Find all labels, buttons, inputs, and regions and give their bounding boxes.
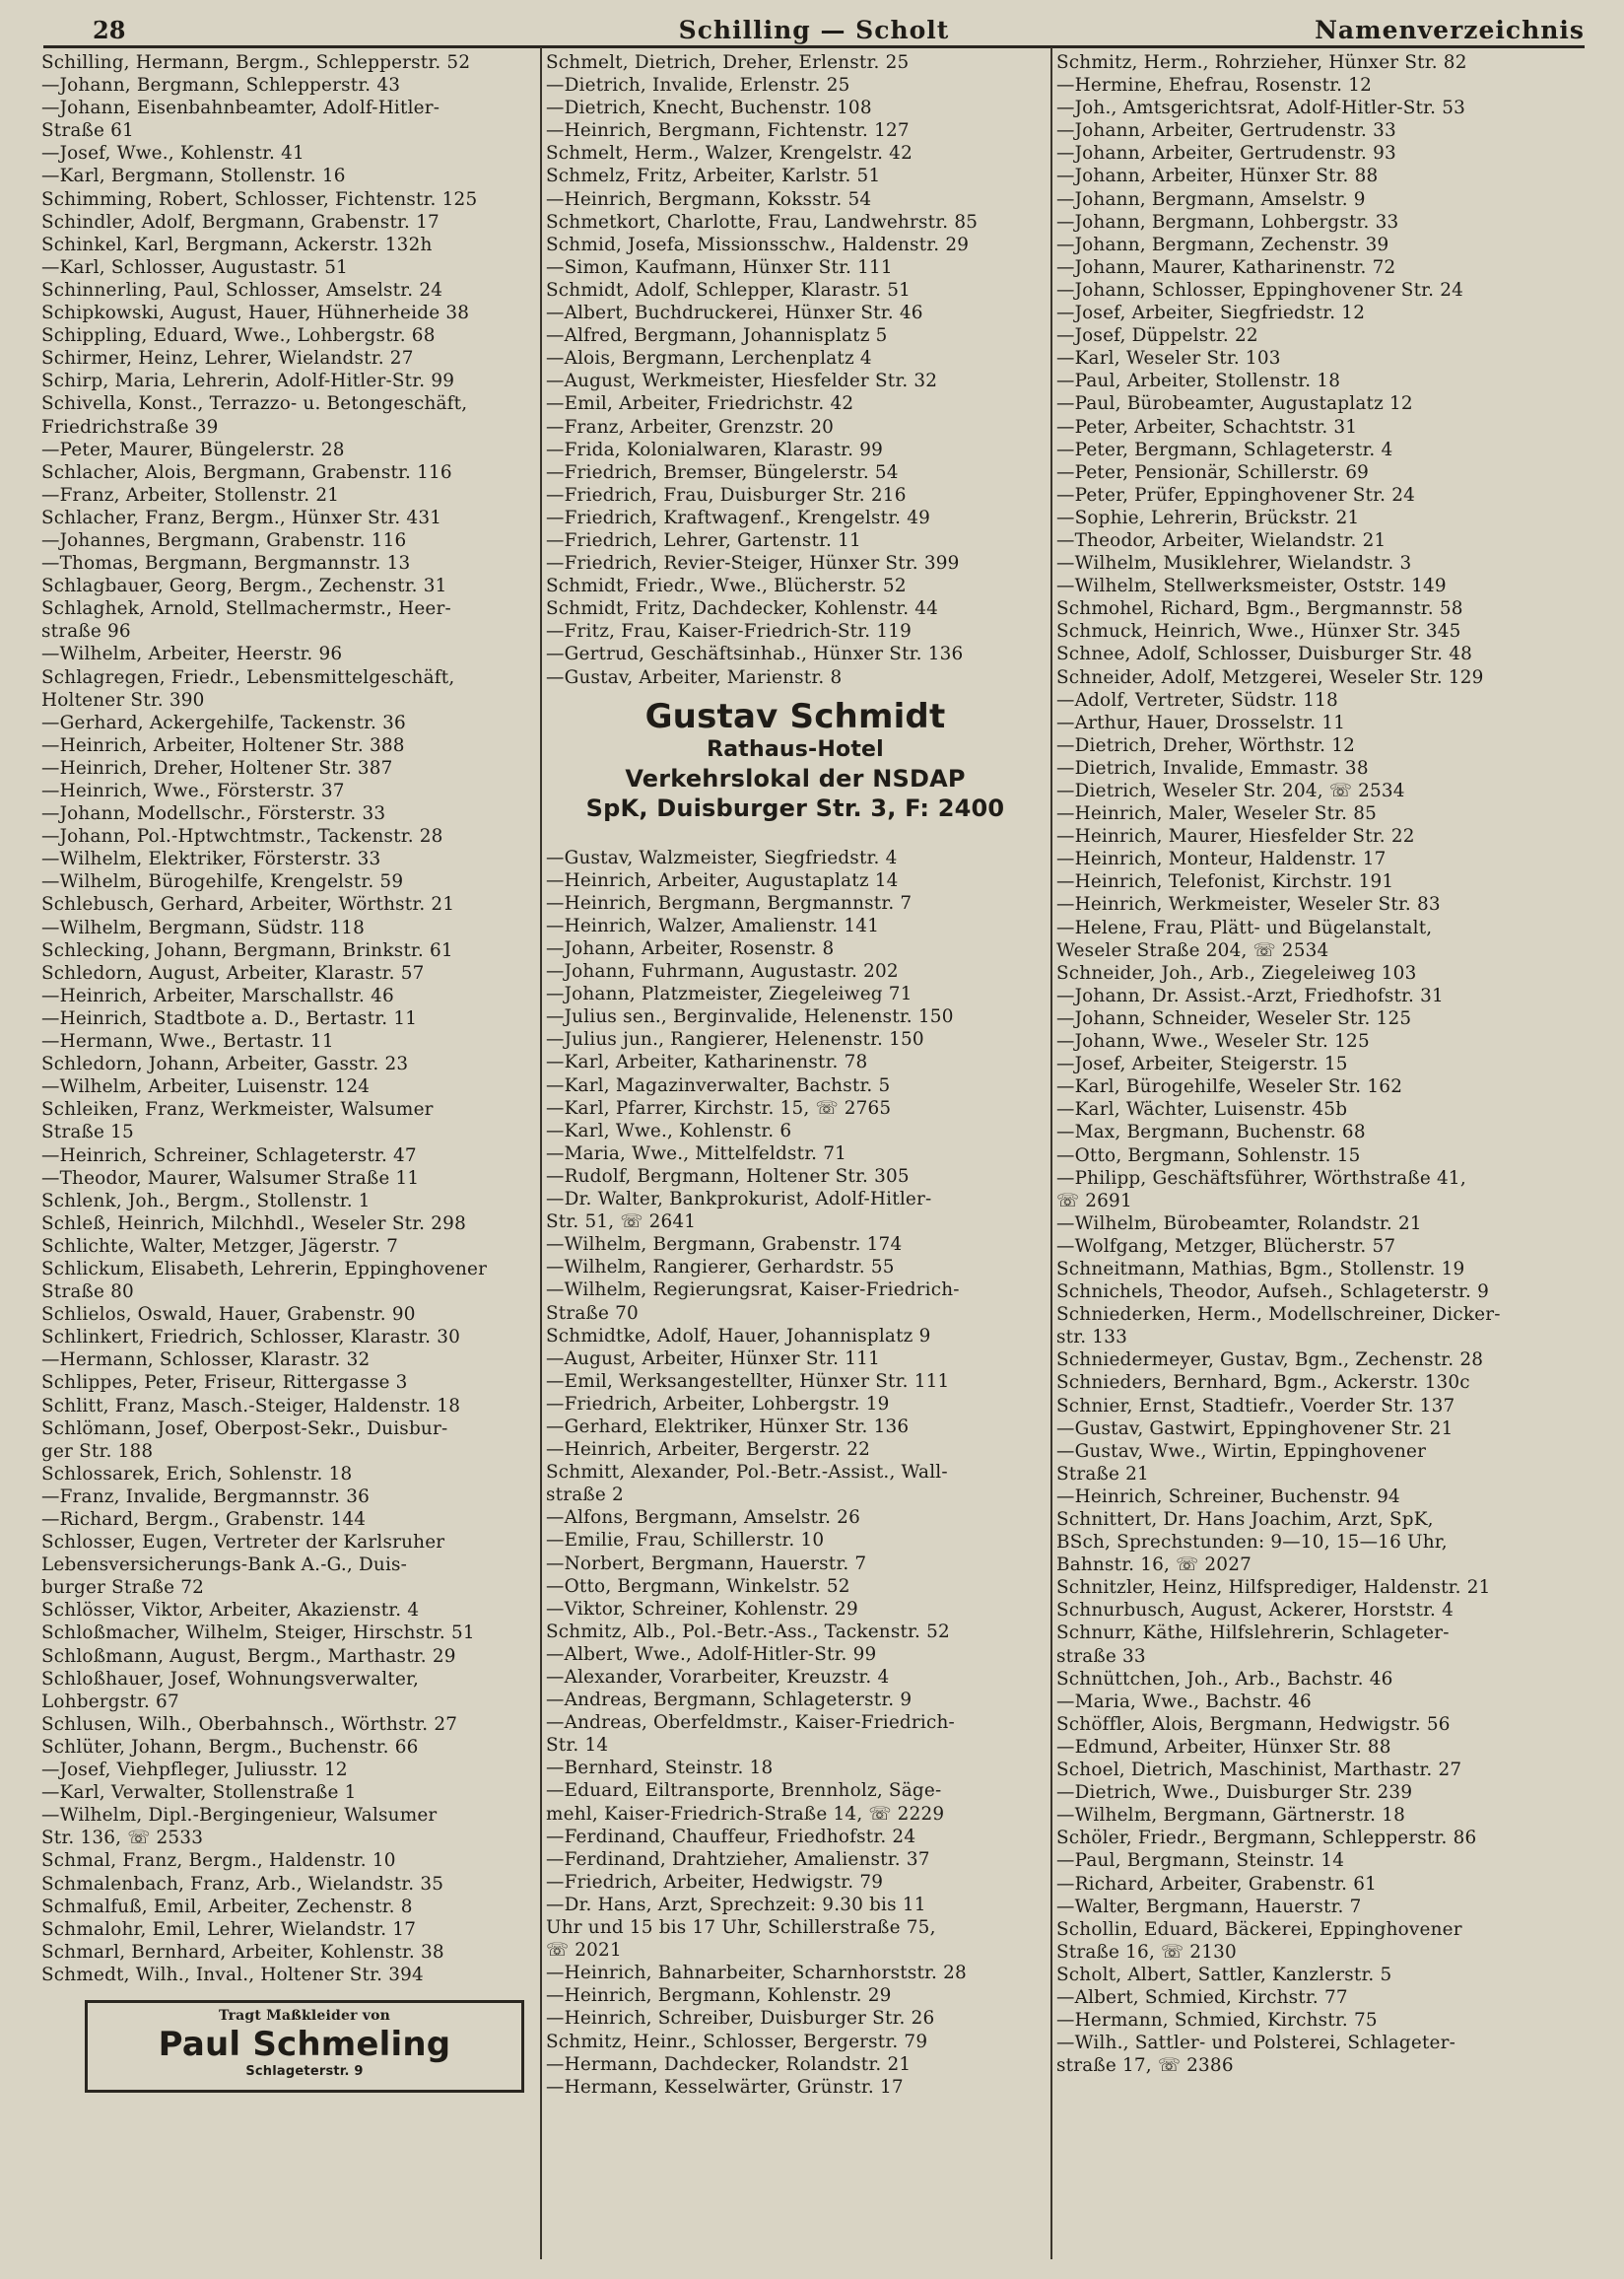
directory-entry: —Friedrich, Revier-Steiger, Hünxer Str. 399	[546, 553, 960, 575]
directory-entry: Schniederken, Herm., Modellschreiner, Dicker-	[1056, 1304, 1501, 1326]
directory-entry: Schmal, Franz, Bergm., Haldenstr. 10	[41, 1850, 396, 1872]
directory-entry: Schnieders, Bernhard, Bgm., Ackerstr. 130c	[1056, 1372, 1470, 1394]
directory-entry: —Albert, Schmied, Kirchstr. 77	[1056, 1986, 1348, 2008]
directory-entry: Schimming, Robert, Schlosser, Fichtenstr. 125	[41, 188, 478, 210]
directory-entry: —Dietrich, Invalide, Emmastr. 38	[1056, 757, 1369, 779]
directory-entry: ☏ 2691	[1056, 1190, 1132, 1211]
directory-entry: —Johann, Maurer, Katharinenstr. 72	[1056, 256, 1396, 278]
ad-schmeling-address: Schlageterstr. 9	[245, 2063, 364, 2079]
directory-entry: —Wilhelm, Elektriker, Försterstr. 33	[41, 849, 381, 870]
directory-entry: Schmidt, Fritz, Dachdecker, Kohlenstr. 44	[546, 598, 939, 620]
directory-entry: Schmitz, Heinr., Schlosser, Bergerstr. 79	[546, 2031, 928, 2052]
directory-entry: —Johann, Schneider, Weseler Str. 125	[1056, 1007, 1412, 1029]
directory-entry: Schlippes, Peter, Friseur, Rittergasse 3	[41, 1372, 408, 1394]
directory-entry: Schlömann, Josef, Oberpost-Sekr., Duisbur-	[41, 1417, 448, 1439]
directory-entry: —Karl, Bürogehilfe, Weseler Str. 162	[1056, 1076, 1403, 1098]
directory-entry: ger Str. 188	[41, 1440, 154, 1462]
directory-entry: Str. 14	[546, 1735, 609, 1757]
directory-entry: —Ferdinand, Drahtzieher, Amalienstr. 37	[546, 1848, 930, 1870]
directory-entry: Straße 70	[546, 1302, 639, 1324]
directory-entry: BSch, Sprechstunden: 9—10, 15—16 Uhr,	[1056, 1532, 1448, 1554]
directory-entry: —Heinrich, Schreiner, Buchenstr. 94	[1056, 1485, 1400, 1507]
directory-entry: —Peter, Maurer, Büngelerstr. 28	[41, 439, 345, 460]
directory-entry: —Johann, Arbeiter, Rosenstr. 8	[546, 938, 835, 959]
directory-entry: Schmidt, Adolf, Schlepper, Klarastr. 51	[546, 279, 911, 301]
directory-entry: Schnitzler, Heinz, Hilfsprediger, Haldenstr. 21	[1056, 1577, 1491, 1599]
directory-entry: —Johann, Bergmann, Schlepperstr. 43	[41, 75, 401, 97]
column-divider-left	[540, 47, 542, 2259]
directory-entry: —Friedrich, Frau, Duisburger Str. 216	[546, 484, 907, 506]
entries-col2a	[546, 51, 1045, 689]
directory-entry: —Arthur, Hauer, Drosselstr. 11	[1056, 712, 1346, 733]
ad-schmidt-tagline: Verkehrslokal der NSDAP	[625, 764, 966, 793]
directory-entry: —Dr. Hans, Arzt, Sprechzeit: 9.30 bis 11	[546, 1894, 926, 1915]
directory-entry: —August, Werkmeister, Hiesfelder Str. 32	[546, 371, 938, 392]
directory-entry: —Heinrich, Walzer, Amalienstr. 141	[546, 915, 880, 936]
directory-entry: Schmalenbach, Franz, Arb., Wielandstr. 35	[41, 1873, 444, 1895]
directory-entry: Schnier, Ernst, Stadtiefr., Voerder Str. 137	[1056, 1395, 1455, 1416]
directory-entry: —Hermann, Wwe., Bertastr. 11	[41, 1031, 334, 1053]
directory-entry: —Johann, Schlosser, Eppinghovener Str. 24	[1056, 279, 1464, 301]
directory-entry: Schneider, Adolf, Metzgerei, Weseler Str. 129	[1056, 666, 1484, 688]
directory-entry: Schlacher, Franz, Bergm., Hünxer Str. 431	[41, 507, 442, 528]
directory-entry: Schmedt, Wilh., Inval., Holtener Str. 394	[41, 1964, 424, 1985]
directory-entry: Holtener Str. 390	[41, 689, 205, 711]
directory-entry: —Josef, Wwe., Kohlenstr. 41	[41, 143, 304, 165]
column-divider-right	[1050, 47, 1052, 2259]
directory-entry: Schloßhauer, Josef, Wohnungsverwalter,	[41, 1668, 420, 1690]
directory-entry: —Josef, Viehpfleger, Juliusstr. 12	[41, 1760, 348, 1781]
advertisement-schmeling	[85, 2000, 524, 2093]
directory-entry: Schinkel, Karl, Bergmann, Ackerstr. 132h	[41, 234, 433, 255]
directory-entry: —Gerhard, Ackergehilfe, Tackenstr. 36	[41, 712, 406, 733]
directory-entry: Schmelz, Fritz, Arbeiter, Karlstr. 51	[546, 166, 881, 187]
directory-entry: —Wilh., Sattler- und Polsterei, Schlageter-	[1056, 2033, 1456, 2054]
directory-entry: —Karl, Wwe., Kohlenstr. 6	[546, 1120, 792, 1141]
directory-entry: —Friedrich, Bremser, Büngelerstr. 54	[546, 461, 899, 483]
directory-entry: Schlosser, Eugen, Vertreter der Karlsruher	[41, 1532, 445, 1554]
directory-entry: —Johann, Bergmann, Lohbergstr. 33	[1056, 211, 1399, 233]
directory-entry: straße 96	[41, 621, 131, 643]
directory-entry: —Ferdinand, Chauffeur, Friedhofstr. 24	[546, 1826, 916, 1847]
directory-entry: —Alfons, Bergmann, Amselstr. 26	[546, 1507, 860, 1529]
directory-entry: Schlielos, Oswald, Hauer, Grabenstr. 90	[41, 1304, 416, 1326]
directory-entry: —Josef, Arbeiter, Steigerstr. 15	[1056, 1054, 1348, 1075]
directory-entry: —Dietrich, Dreher, Wörthstr. 12	[1056, 734, 1356, 756]
directory-entry: Schmelt, Dietrich, Dreher, Erlenstr. 25	[546, 52, 910, 73]
directory-entry: —Friedrich, Arbeiter, Hedwigstr. 79	[546, 1871, 884, 1893]
directory-entry: —Emil, Arbeiter, Friedrichstr. 42	[546, 393, 854, 415]
directory-entry: —Richard, Arbeiter, Grabenstr. 61	[1056, 1873, 1378, 1895]
directory-entry: —Alfred, Bergmann, Johannisplatz 5	[546, 325, 888, 347]
directory-entry: —Viktor, Schreiner, Kohlenstr. 29	[546, 1598, 858, 1620]
directory-entry: —Franz, Arbeiter, Stollenstr. 21	[41, 484, 340, 506]
directory-entry: Schniedermeyer, Gustav, Bgm., Zechenstr. 28	[1056, 1349, 1484, 1371]
directory-entry: Schmitt, Alexander, Pol.-Betr.-Assist., Wall-	[546, 1462, 948, 1484]
directory-entry: —Alexander, Vorarbeiter, Kreuzstr. 4	[546, 1667, 890, 1688]
directory-entry: —Maria, Wwe., Mittelfeldstr. 71	[546, 1142, 847, 1164]
directory-entry: str. 133	[1056, 1327, 1127, 1348]
directory-entry: —Joh., Amtsgerichtsrat, Adolf-Hitler-Str. 53	[1056, 98, 1466, 119]
directory-entry: Schmetkort, Charlotte, Frau, Landwehrstr. 85	[546, 211, 979, 233]
directory-entry: Schmalohr, Emil, Lehrer, Wielandstr. 17	[41, 1918, 417, 1940]
directory-entry: —Richard, Bergm., Grabenstr. 144	[41, 1509, 367, 1530]
directory-entry: —Max, Bergmann, Buchenstr. 68	[1056, 1122, 1366, 1143]
ad-schmeling-name: Paul Schmeling	[158, 2024, 451, 2064]
directory-entry: Schlagbauer, Georg, Bergm., Zechenstr. 31	[41, 576, 447, 597]
directory-entry: —Emilie, Frau, Schillerstr. 10	[546, 1530, 825, 1552]
directory-entry: —Norbert, Bergmann, Hauerstr. 7	[546, 1553, 867, 1574]
directory-entry: —Heinrich, Maurer, Hiesfelder Str. 22	[1056, 826, 1415, 848]
directory-entry: —Peter, Arbeiter, Schachtstr. 31	[1056, 416, 1358, 438]
directory-entry: —Karl, Schlosser, Augustastr. 51	[41, 256, 349, 278]
directory-entry: —Wilhelm, Musiklehrer, Wielandstr. 3	[1056, 553, 1412, 575]
directory-entry: Str. 136, ☏ 2533	[41, 1828, 204, 1849]
directory-entry: —Simon, Kaufmann, Hünxer Str. 111	[546, 256, 893, 278]
directory-entry: Schlickum, Elisabeth, Lehrerin, Eppinghovener	[41, 1258, 488, 1279]
running-title: Schilling — Scholt	[678, 16, 950, 44]
directory-entry: —Josef, Düppelstr. 22	[1056, 325, 1258, 347]
directory-entry: —Wilhelm, Bergmann, Südstr. 118	[41, 917, 366, 938]
directory-entry: —Philipp, Geschäftsführer, Wörthstraße 41,	[1056, 1167, 1466, 1189]
directory-entry: Schlenk, Joh., Bergm., Stollenstr. 1	[41, 1190, 371, 1211]
directory-entry: Schivella, Konst., Terrazzo- u. Betongeschäft,	[41, 393, 468, 415]
directory-entry: Schloßmacher, Wilhelm, Steiger, Hirschstr. 51	[41, 1623, 475, 1644]
directory-entry: —Heinrich, Wwe., Försterstr. 37	[41, 781, 345, 801]
directory-entry: —Julius sen., Berginvalide, Helenenstr. 150	[546, 1006, 954, 1028]
directory-entry: Friedrichstraße 39	[41, 416, 219, 438]
directory-entry: —Sophie, Lehrerin, Brückstr. 21	[1056, 507, 1360, 528]
directory-entry: —Josef, Arbeiter, Siegfriedstr. 12	[1056, 303, 1366, 324]
directory-entry: —Albert, Wwe., Adolf-Hitler-Str. 99	[546, 1643, 877, 1665]
directory-entry: —Heinrich, Arbeiter, Holtener Str. 388	[41, 734, 405, 756]
directory-entry: —Wilhelm, Stellwerksmeister, Oststr. 149	[1056, 576, 1447, 597]
directory-entry: Schippling, Eduard, Wwe., Lohbergstr. 68	[41, 325, 436, 347]
directory-entry: —Maria, Wwe., Bachstr. 46	[1056, 1691, 1312, 1712]
directory-entry: Schnittert, Dr. Hans Joachim, Arzt, SpK,	[1056, 1509, 1434, 1530]
directory-entry: Schmelt, Herm., Walzer, Krengelstr. 42	[546, 143, 913, 165]
directory-entry: Schnüttchen, Joh., Arb., Bachstr. 46	[1056, 1668, 1393, 1690]
directory-entry: Lohbergstr. 67	[41, 1691, 179, 1712]
ad-schmidt-hotel: Rathaus-Hotel	[707, 736, 884, 762]
directory-entry: Uhr und 15 bis 17 Uhr, Schillerstraße 75,	[546, 1917, 936, 1939]
directory-entry: —Heinrich, Arbeiter, Bergerstr. 22	[546, 1439, 871, 1461]
directory-entry: —Friedrich, Kraftwagenf., Krengelstr. 49	[546, 507, 931, 528]
directory-entry: Schollin, Eduard, Bäckerei, Eppinghovener	[1056, 1918, 1462, 1940]
directory-entry: —Johann, Eisenbahnbeamter, Adolf-Hitler-	[41, 98, 440, 119]
directory-entry: Lebensversicherungs-Bank A.-G., Duis-	[41, 1554, 408, 1576]
directory-entry: Schlinkert, Friedrich, Schlosser, Klarastr. 30	[41, 1327, 460, 1348]
directory-entry: —Andreas, Bergmann, Schlageterstr. 9	[546, 1690, 913, 1711]
directory-entry: —Heinrich, Dreher, Holtener Str. 387	[41, 757, 393, 779]
directory-entry: —Gustav, Wwe., Wirtin, Eppinghovener	[1056, 1440, 1427, 1462]
directory-entry: —Paul, Arbeiter, Stollenstr. 18	[1056, 371, 1341, 392]
directory-entry: —Johannes, Bergmann, Grabenstr. 116	[41, 529, 407, 551]
directory-entry: —Heinrich, Bergmann, Fichtenstr. 127	[546, 120, 910, 142]
directory-entry: Schmid, Josefa, Missionsschw., Haldenstr. 29	[546, 234, 970, 255]
directory-entry: Schloßmann, August, Bergm., Marthastr. 29	[41, 1645, 456, 1667]
directory-entry: —Gustav, Gastwirt, Eppinghovener Str. 21	[1056, 1417, 1454, 1439]
directory-entry: —Wilhelm, Dipl.-Bergingenieur, Walsumer	[41, 1805, 438, 1827]
directory-entry: Schnurr, Käthe, Hilfslehrerin, Schlageter-	[1056, 1623, 1450, 1644]
directory-entry: Schmohel, Richard, Bgm., Bergmannstr. 58	[1056, 598, 1463, 620]
directory-entry: —Eduard, Eiltransporte, Brennholz, Säge-	[546, 1780, 942, 1802]
directory-entry: —August, Arbeiter, Hünxer Str. 111	[546, 1347, 880, 1369]
directory-entry: straße 2	[546, 1485, 624, 1506]
entries-col3	[1056, 51, 1587, 2077]
directory-entry: Straße 15	[41, 1122, 134, 1143]
directory-entry: Str. 51, ☏ 2641	[546, 1211, 697, 1233]
directory-entry: Schlebusch, Gerhard, Arbeiter, Wörthstr. 21	[41, 894, 455, 916]
directory-entry: Schlösser, Viktor, Arbeiter, Akazienstr. 4	[41, 1600, 420, 1622]
directory-entry: Schinnerling, Paul, Schlosser, Amselstr. 24	[41, 279, 443, 301]
directory-entry: —Bernhard, Steinstr. 18	[546, 1758, 774, 1779]
directory-entry: —Hermann, Kesselwärter, Grünstr. 17	[546, 2076, 904, 2098]
directory-entry: —Hermann, Schlosser, Klarastr. 32	[41, 1349, 371, 1371]
directory-entry: Schlichte, Walter, Metzger, Jägerstr. 7	[41, 1235, 398, 1257]
directory-entry: Schlüter, Johann, Bergm., Buchenstr. 66	[41, 1736, 419, 1758]
directory-entry: —Karl, Wächter, Luisenstr. 45b	[1056, 1099, 1348, 1121]
directory-entry: —Otto, Bergmann, Winkelstr. 52	[546, 1575, 850, 1597]
directory-entry: —Frida, Kolonialwaren, Klarastr. 99	[546, 439, 884, 460]
directory-entry: —Johann, Bergmann, Amselstr. 9	[1056, 188, 1366, 210]
directory-entry: —Karl, Verwalter, Stollenstraße 1	[41, 1782, 357, 1804]
directory-entry: —Friedrich, Lehrer, Gartenstr. 11	[546, 529, 861, 551]
directory-entry: Schmidtke, Adolf, Hauer, Johannisplatz 9	[546, 1325, 931, 1347]
directory-entry: —Wilhelm, Regierungsrat, Kaiser-Friedrich-	[546, 1279, 960, 1301]
directory-entry: —Johann, Arbeiter, Hünxer Str. 88	[1056, 166, 1379, 187]
directory-entry: —Wilhelm, Arbeiter, Luisenstr. 124	[41, 1076, 371, 1098]
directory-entry: Schilling, Hermann, Bergm., Schlepperstr. 52	[41, 52, 471, 73]
directory-entry: Schöffler, Alois, Bergmann, Hedwigstr. 56	[1056, 1713, 1451, 1735]
directory-entry: —Karl, Pfarrer, Kirchstr. 15, ☏ 2765	[546, 1097, 892, 1119]
directory-entry: Schnichels, Theodor, Aufseh., Schlageterstr. 9	[1056, 1281, 1490, 1303]
directory-entry: —Rudolf, Bergmann, Holtener Str. 305	[546, 1165, 910, 1187]
directory-entry: —Heinrich, Schreiber, Duisburger Str. 26	[546, 2008, 935, 2030]
page-number: 28	[93, 16, 126, 44]
directory-entry: —Paul, Bergmann, Steinstr. 14	[1056, 1850, 1345, 1872]
directory-entry: Schmuck, Heinrich, Wwe., Hünxer Str. 345	[1056, 621, 1461, 643]
directory-entry: —Theodor, Maurer, Walsumer Straße 11	[41, 1167, 420, 1189]
column-2	[546, 51, 1045, 2269]
directory-entry: —Heinrich, Werkmeister, Weseler Str. 83	[1056, 894, 1441, 916]
directory-entry: —Johann, Bergmann, Zechenstr. 39	[1056, 234, 1389, 255]
directory-entry: —Johann, Fuhrmann, Augustastr. 202	[546, 961, 899, 983]
directory-entry: —Karl, Magazinverwalter, Bachstr. 5	[546, 1074, 891, 1096]
directory-entry: —Peter, Bergmann, Schlageterstr. 4	[1056, 439, 1393, 460]
directory-entry: Schmidt, Friedr., Wwe., Blücherstr. 52	[546, 576, 907, 597]
directory-entry: —Wilhelm, Bürobeamter, Rolandstr. 21	[1056, 1212, 1422, 1234]
directory-entry: —Heinrich, Bergmann, Koksstr. 54	[546, 188, 872, 210]
directory-entry: straße 17, ☏ 2386	[1056, 2055, 1234, 2077]
directory-entry: —Johann, Platzmeister, Ziegeleiweg 71	[546, 984, 913, 1005]
directory-entry: —Hermann, Dachdecker, Rolandstr. 21	[546, 2053, 912, 2075]
directory-entry: —Johann, Arbeiter, Gertrudenstr. 33	[1056, 120, 1396, 142]
directory-entry: —Friedrich, Arbeiter, Lohbergstr. 19	[546, 1393, 890, 1415]
directory-entry: —Adolf, Vertreter, Südstr. 118	[1056, 689, 1338, 711]
directory-entry: Schneider, Joh., Arb., Ziegeleiweg 103	[1056, 962, 1417, 984]
directory-entry: Schlitt, Franz, Masch.-Steiger, Haldenstr. 18	[41, 1395, 461, 1416]
directory-entry: Schmitz, Herm., Rohrzieher, Hünxer Str. 82	[1056, 52, 1467, 73]
directory-entry: —Karl, Bergmann, Stollenstr. 16	[41, 166, 346, 187]
directory-entry: Schmitz, Alb., Pol.-Betr.-Ass., Tackenstr. 52	[546, 1621, 950, 1642]
directory-entry: —Wilhelm, Bergmann, Grabenstr. 174	[546, 1234, 903, 1256]
directory-entry: —Wilhelm, Bergmann, Gärtnerstr. 18	[1056, 1805, 1406, 1827]
directory-entry: —Gertrud, Geschäftsinhab., Hünxer Str. 136	[546, 644, 964, 665]
directory-entry: Schledorn, Johann, Arbeiter, Gasstr. 23	[41, 1054, 409, 1075]
directory-entry: Schirmer, Heinz, Lehrer, Wielandstr. 27	[41, 348, 414, 370]
directory-entry: —Wilhelm, Bürogehilfe, Krengelstr. 59	[41, 871, 404, 893]
directory-entry: —Dietrich, Wwe., Duisburger Str. 239	[1056, 1782, 1413, 1804]
directory-entry: Straße 80	[41, 1281, 134, 1303]
directory-entry: Schneitmann, Mathias, Bgm., Stollenstr. 19	[1056, 1258, 1465, 1279]
directory-entry: —Heinrich, Bahnarbeiter, Scharnhorststr. 28	[546, 1963, 967, 1984]
directory-entry: straße 33	[1056, 1645, 1146, 1667]
ad-schmidt-address: SpK, Duisburger Str. 3, F: 2400	[585, 794, 1005, 822]
directory-entry: Schindler, Adolf, Bergmann, Grabenstr. 17	[41, 211, 440, 233]
directory-entry: —Julius jun., Rangierer, Helenenstr. 150	[546, 1029, 924, 1051]
directory-entry: Schirp, Maria, Lehrerin, Adolf-Hitler-Str. 99	[41, 371, 455, 392]
directory-entry: —Heinrich, Arbeiter, Marschallstr. 46	[41, 985, 394, 1006]
directory-entry: —Gustav, Walzmeister, Siegfriedstr. 4	[546, 847, 898, 868]
ad-schmeling-line1: Tragt Maßkleider von	[218, 2007, 391, 2024]
directory-entry: —Peter, Pensionär, Schillerstr. 69	[1056, 461, 1370, 483]
ad-schmidt-name: Gustav Schmidt	[644, 696, 946, 736]
directory-entry: Schöler, Friedr., Bergmann, Schlepperstr. 86	[1056, 1828, 1477, 1849]
directory-entry: —Dietrich, Weseler Str. 204, ☏ 2534	[1056, 781, 1405, 801]
directory-entry: —Gustav, Arbeiter, Marienstr. 8	[546, 666, 843, 688]
directory-entry: —Franz, Invalide, Bergmannstr. 36	[41, 1485, 371, 1507]
directory-entry: —Walter, Bergmann, Hauerstr. 7	[1056, 1896, 1362, 1917]
directory-entry: Schleiken, Franz, Werkmeister, Walsumer	[41, 1099, 434, 1121]
directory-entry: burger Straße 72	[41, 1577, 205, 1599]
directory-entry: mehl, Kaiser-Friedrich-Straße 14, ☏ 2229	[546, 1803, 945, 1825]
directory-entry: —Albert, Buchdruckerei, Hünxer Str. 46	[546, 303, 923, 324]
directory-entry: —Heinrich, Stadtbote a. D., Bertastr. 11	[41, 1007, 418, 1029]
directory-entry: Schlacher, Alois, Bergmann, Grabenstr. 116	[41, 461, 452, 483]
directory-entry: Schleß, Heinrich, Milchhdl., Weseler Str. 298	[41, 1212, 466, 1234]
directory-entry: Schlagregen, Friedr., Lebensmittelgeschäft,	[41, 666, 455, 688]
directory-entry: —Wolfgang, Metzger, Blücherstr. 57	[1056, 1235, 1396, 1257]
directory-entry: —Johann, Dr. Assist.-Arzt, Friedhofstr. 31	[1056, 985, 1444, 1006]
directory-entry: Schnee, Adolf, Schlosser, Duisburger Str. 48	[1056, 644, 1473, 665]
directory-entry: —Peter, Prüfer, Eppinghovener Str. 24	[1056, 484, 1415, 506]
directory-entry: —Fritz, Frau, Kaiser-Friedrich-Str. 119	[546, 621, 913, 643]
directory-entry: —Hermann, Schmied, Kirchstr. 75	[1056, 2010, 1378, 2032]
directory-entry: —Karl, Arbeiter, Katharinenstr. 78	[546, 1052, 868, 1073]
directory-entry: —Heinrich, Arbeiter, Augustaplatz 14	[546, 869, 899, 891]
directory-entry: Schlaghek, Arnold, Stellmachermstr., Heer-	[41, 598, 451, 620]
directory-entry: ☏ 2021	[546, 1940, 622, 1962]
directory-entry: —Heinrich, Monteur, Haldenstr. 17	[1056, 849, 1387, 870]
directory-entry: —Emil, Werksangestellter, Hünxer Str. 111	[546, 1370, 950, 1392]
directory-entry: —Heinrich, Maler, Weseler Str. 85	[1056, 803, 1378, 825]
directory-entry: Schledorn, August, Arbeiter, Klarastr. 57	[41, 962, 425, 984]
directory-entry: —Johann, Arbeiter, Gertrudenstr. 93	[1056, 143, 1396, 165]
directory-entry: —Gerhard, Elektriker, Hünxer Str. 136	[546, 1416, 910, 1437]
page-header	[43, 10, 1585, 48]
directory-entry: —Wilhelm, Arbeiter, Heerstr. 96	[41, 644, 343, 665]
directory-entry: Weseler Straße 204, ☏ 2534	[1056, 939, 1329, 961]
directory-entry: —Helene, Frau, Plätt- und Bügelanstalt,	[1056, 917, 1433, 938]
directory-entry: —Heinrich, Schreiner, Schlageterstr. 47	[41, 1144, 417, 1166]
directory-entry: —Otto, Bergmann, Sohlenstr. 15	[1056, 1144, 1361, 1166]
directory-entry: —Dietrich, Knecht, Buchenstr. 108	[546, 98, 872, 119]
directory-entry: —Thomas, Bergmann, Bergmannstr. 13	[41, 553, 411, 575]
directory-entry: —Heinrich, Bergmann, Kohlenstr. 29	[546, 1985, 892, 2007]
section-title: Namenverzeichnis	[1315, 16, 1585, 44]
column-1	[41, 51, 534, 2269]
directory-entry: Schmarl, Bernhard, Arbeiter, Kohlenstr. 38	[41, 1941, 444, 1963]
directory-entry: Schlossarek, Erich, Sohlenstr. 18	[41, 1463, 353, 1485]
directory-entry: Bahnstr. 16, ☏ 2027	[1056, 1554, 1252, 1576]
directory-entry: —Johann, Modellschr., Försterstr. 33	[41, 803, 386, 825]
directory-entry: —Franz, Arbeiter, Grenzstr. 20	[546, 416, 835, 438]
directory-entry: Straße 21	[1056, 1463, 1149, 1485]
directory-entry: —Wilhelm, Rangierer, Gerhardstr. 55	[546, 1257, 895, 1278]
directory-entry: —Johann, Pol.-Hptwchtmstr., Tackenstr. 28	[41, 826, 443, 848]
directory-entry: —Heinrich, Telefonist, Kirchstr. 191	[1056, 871, 1394, 893]
directory-entry: —Dietrich, Invalide, Erlenstr. 25	[546, 75, 850, 97]
directory-entry: Schmalfuß, Emil, Arbeiter, Zechenstr. 8	[41, 1896, 413, 1917]
entries-col2b	[546, 847, 1045, 2099]
directory-entry: Schipkowski, August, Hauer, Hühnerheide 38	[41, 303, 470, 324]
directory-entry: Schlusen, Wilh., Oberbahnsch., Wörthstr. 27	[41, 1713, 458, 1735]
directory-entry: —Alois, Bergmann, Lerchenplatz 4	[546, 348, 872, 370]
advertisement-schmidt	[546, 697, 1045, 823]
directory-entry: —Hermine, Ehefrau, Rosenstr. 12	[1056, 75, 1373, 97]
column-3	[1056, 51, 1587, 2269]
directory-entry: Schlecking, Johann, Bergmann, Brinkstr. 61	[41, 939, 453, 961]
directory-entry: Straße 61	[41, 120, 134, 142]
directory-entry: —Paul, Bürobeamter, Augustaplatz 12	[1056, 393, 1413, 415]
entries-col1	[41, 51, 534, 1986]
directory-entry: —Heinrich, Bergmann, Bergmannstr. 7	[546, 892, 913, 914]
directory-entry: —Karl, Weseler Str. 103	[1056, 348, 1281, 370]
directory-entry: —Andreas, Oberfeldmstr., Kaiser-Friedrich-	[546, 1712, 955, 1734]
directory-entry: —Edmund, Arbeiter, Hünxer Str. 88	[1056, 1736, 1391, 1758]
directory-entry: —Theodor, Arbeiter, Wielandstr. 21	[1056, 529, 1387, 551]
directory-entry: Straße 16, ☏ 2130	[1056, 1941, 1237, 1963]
directory-entry: Scholt, Albert, Sattler, Kanzlerstr. 5	[1056, 1964, 1392, 1985]
directory-entry: —Johann, Wwe., Weseler Str. 125	[1056, 1031, 1370, 1053]
directory-entry: Schoel, Dietrich, Maschinist, Marthastr. 27	[1056, 1760, 1462, 1781]
directory-entry: Schnurbusch, August, Ackerer, Horststr. 4	[1056, 1600, 1455, 1622]
directory-entry: —Dr. Walter, Bankprokurist, Adolf-Hitler-	[546, 1189, 932, 1210]
